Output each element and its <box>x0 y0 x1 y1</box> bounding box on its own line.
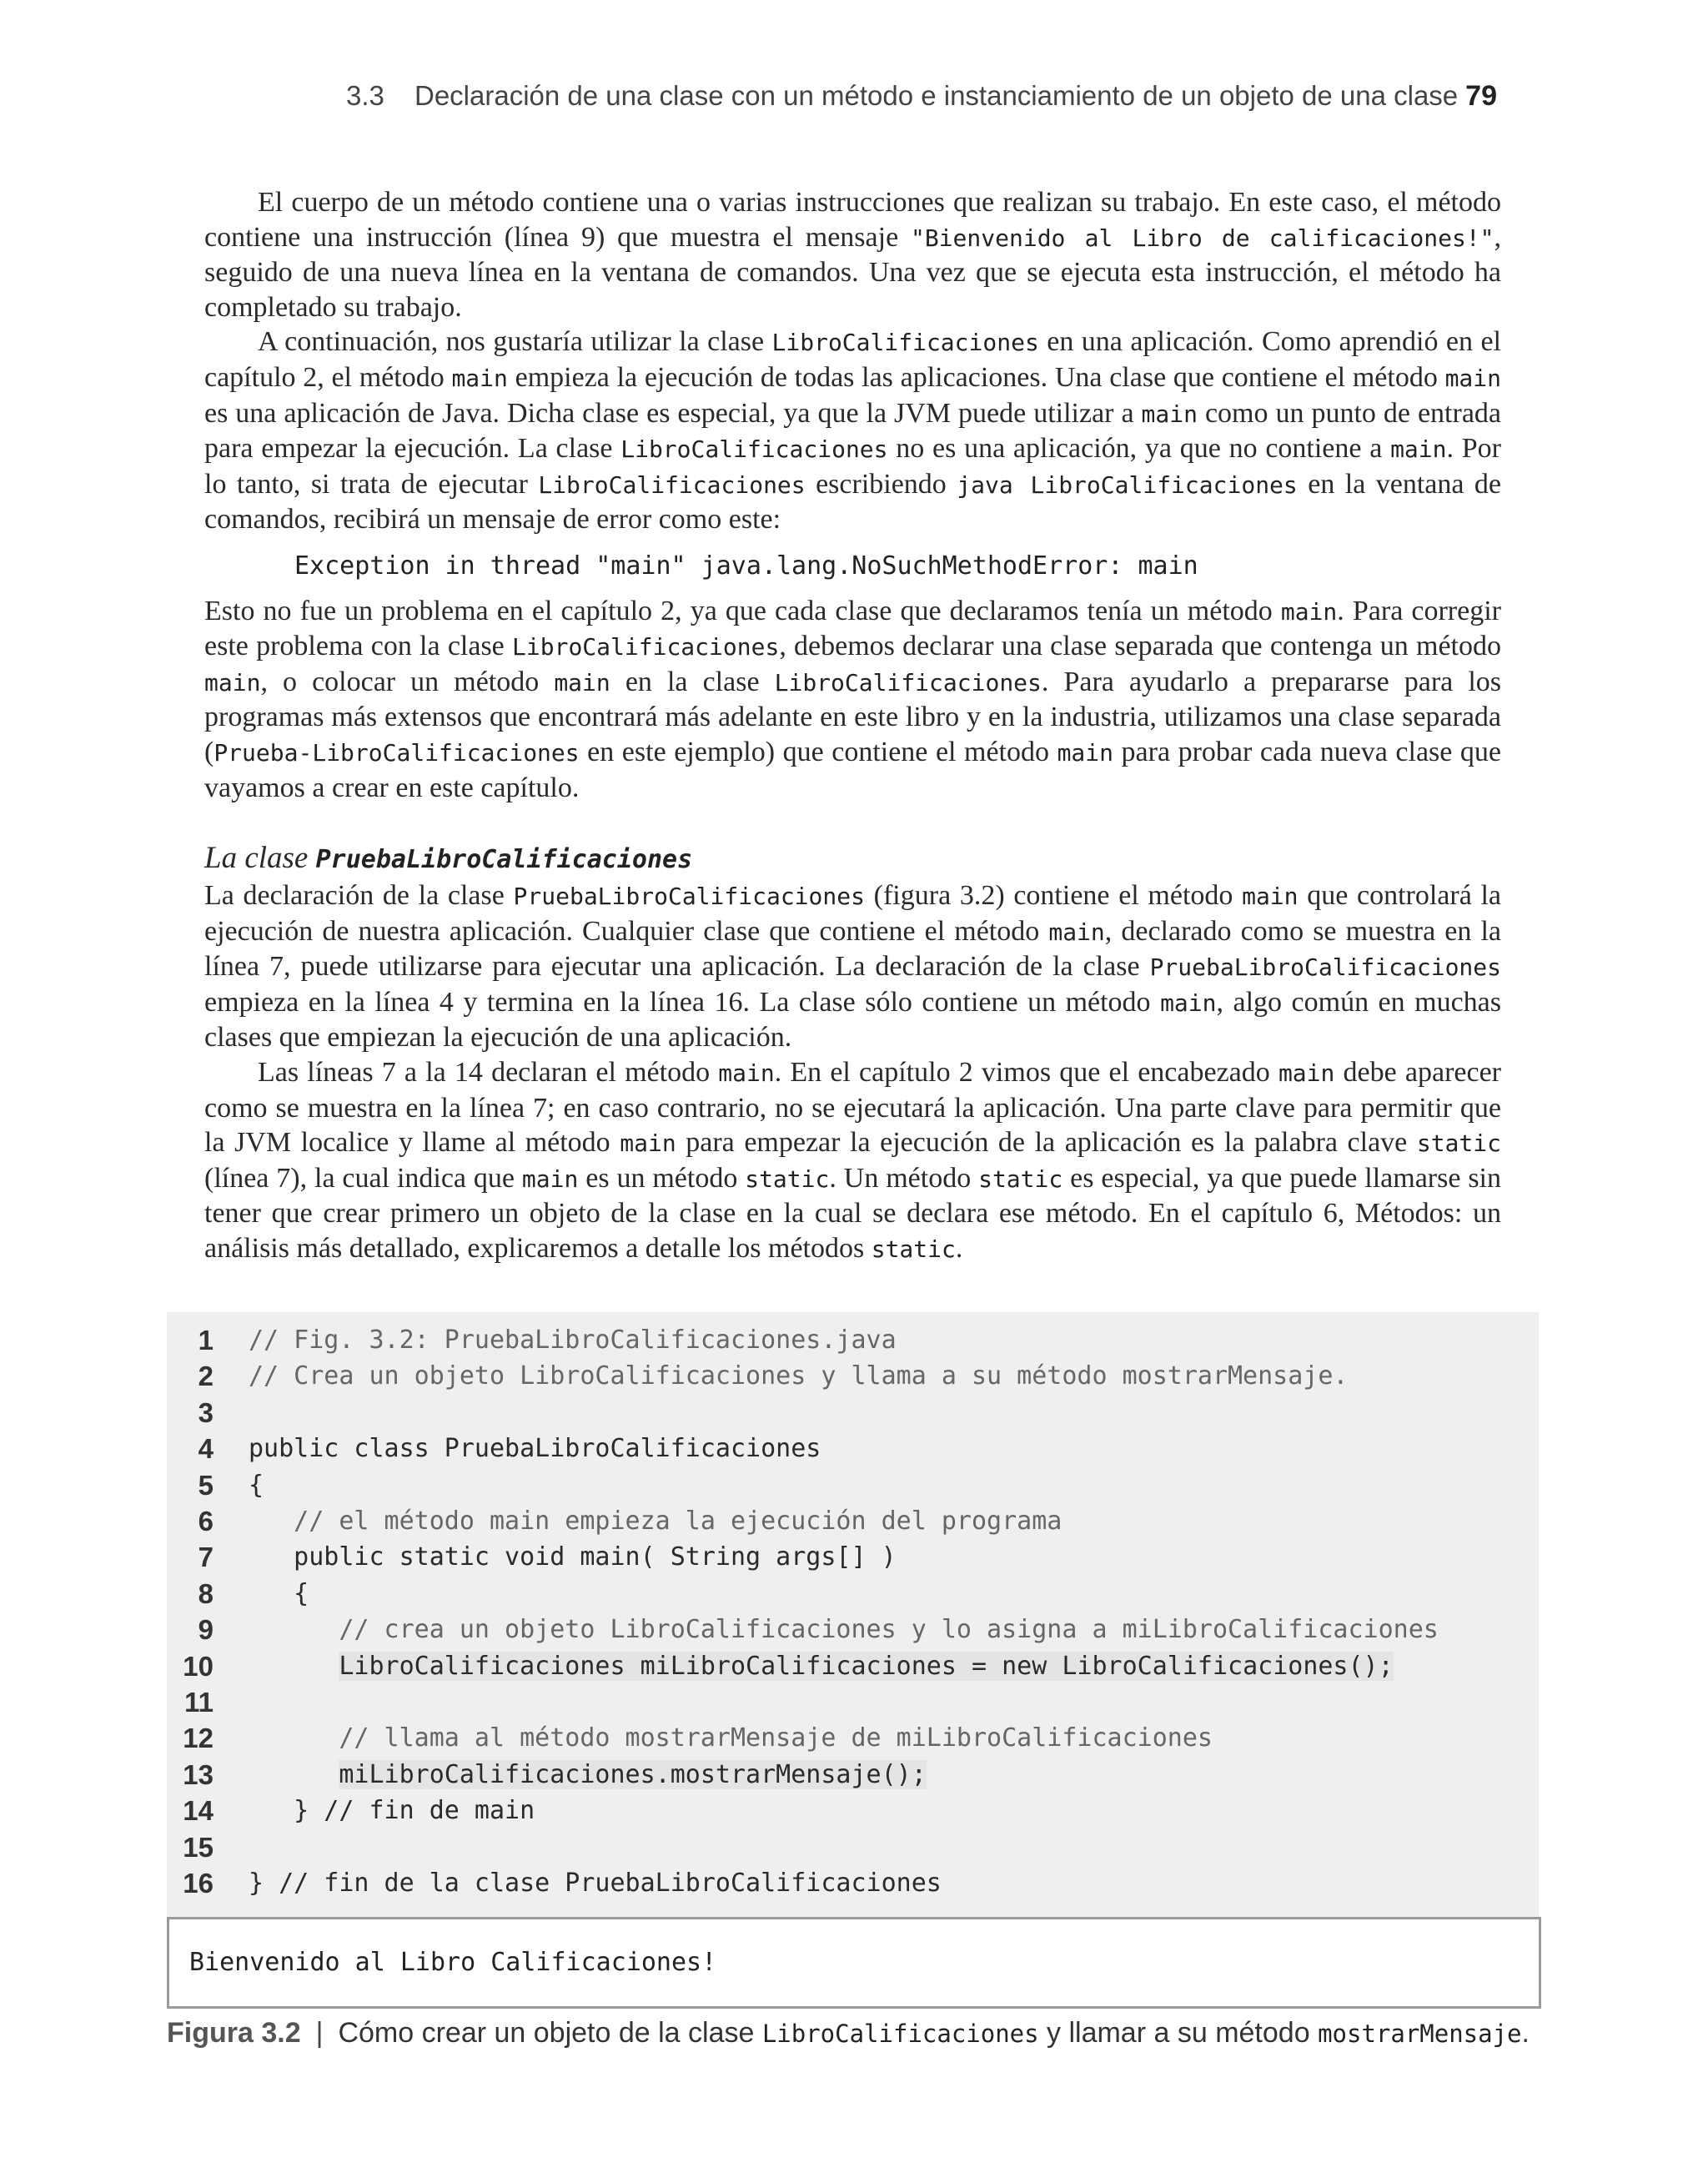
code-line <box>167 1684 1539 1720</box>
code-line <box>167 1431 1539 1466</box>
code-line <box>167 1648 1539 1684</box>
code-line <box>167 1358 1539 1394</box>
caption-separator: | <box>315 2017 324 2049</box>
code-text: { <box>249 1470 264 1500</box>
figure-caption: Figura 3.2 | Cómo crear un objeto de la clase LibroCalificaciones y llamar a su método mostrarMensaje. <box>167 2017 1530 2049</box>
paragraph-2: A continuación, nos gustaría utilizar la clase LibroCalificaciones en una aplicación. Como aprendió en el capítulo 2, el método main empieza la ejecución de todas las aplicaciones. Una clase que contiene el método main es una aplicación de Java. Dicha clase es especial, ya que la JVM puede utilizar a main como un punto de entrada para empezar la ejecución. La clase LibroCalificaciones no es una aplicación, ya que no contiene a main. Por lo tanto, si trata de ejecutar LibroCalificaciones escribiendo java LibroCalificaciones en la ventana de comandos, recibirá un mensaje de error como este: <box>204 326 1501 536</box>
code-text: // llama al método mostrarMensaje de miLibroCalificaciones <box>249 1723 1213 1753</box>
line-number: 16 <box>183 1868 214 1899</box>
subsection-heading: La clase PruebaLibroCalificaciones <box>204 841 693 876</box>
figure-label: Figura 3.2 <box>167 2017 301 2049</box>
line-number: 9 <box>198 1614 214 1646</box>
code-line <box>167 1793 1539 1828</box>
line-number: 8 <box>198 1577 214 1609</box>
code-text <box>249 1757 927 1793</box>
code-line <box>167 1539 1539 1575</box>
code-line <box>167 1503 1539 1539</box>
code-line <box>167 1612 1539 1647</box>
line-number: 3 <box>198 1396 214 1428</box>
line-number: 4 <box>198 1433 214 1465</box>
paragraph-4: La declaración de la clase PruebaLibroCalificaciones (figura 3.2) contiene el método main que controlará la ejecución de nuestra aplicación. Cualquier clase que contiene el método main, declarado como se muestra en la línea 7, puede utilizarse para ejecutar una aplicación. La declaración de la clase PruebaLibroCalificaciones empieza en la línea 4 y termina en la línea 16. La clase sólo contiene un método main, algo común en muchas clases que empiezan la ejecución de una aplicación. <box>204 880 1502 1054</box>
code-line <box>167 1576 1539 1612</box>
code-line <box>167 1322 1539 1358</box>
line-number: 7 <box>198 1542 214 1573</box>
highlighted-statement: miLibroCalificaciones.mostrarMensaje(); <box>339 1759 927 1789</box>
paragraph-3: Esto no fue un problema en el capítulo 2, ya que cada clase que declaramos tenía un método main. Para corregir este problema con la clase LibroCalificaciones, debemos declarar una clase separada que contenga un método main, o colocar un método main en la clase LibroCalificaciones. Para ayudarlo a prepararse para los programas más extensos que encontrará más adelante en este libro y en la industria, utilizamos una clase separada (Prueba-LibroCalificaciones en este ejemplo) que contiene el método main para probar cada nueva clase que vayamos a crear en este capítulo. <box>204 595 1502 803</box>
section-number: 3.3 <box>346 80 384 111</box>
output-text: Bienvenido al Libro Calificaciones! <box>189 1948 717 1977</box>
code-line <box>167 1865 1539 1901</box>
code-line <box>167 1757 1539 1793</box>
code-text: } // fin de main <box>249 1796 535 1826</box>
exception-message: Exception in thread "main" java.lang.NoSuchMethodError: main <box>294 551 1198 581</box>
body-text <box>204 185 1501 1267</box>
line-number: 15 <box>183 1831 214 1863</box>
highlighted-statement: LibroCalificaciones miLibroCalificaciones = new LibroCalificaciones(); <box>339 1651 1394 1681</box>
code-line <box>167 1829 1539 1865</box>
line-number: 11 <box>184 1687 214 1718</box>
code-text: { <box>249 1578 309 1608</box>
code-text: // Crea un objeto LibroCalificaciones y llama a su método mostrarMensaje. <box>249 1361 1349 1391</box>
line-number: 2 <box>198 1361 214 1392</box>
code-text: // el método main empieza la ejecución del programa <box>249 1506 1062 1536</box>
code-text: public class PruebaLibroCalificaciones <box>249 1434 821 1464</box>
code-text: // crea un objeto LibroCalificaciones y lo asigna a miLibroCalificaciones <box>249 1615 1439 1645</box>
code-text: // Fig. 3.2: PruebaLibroCalificaciones.java <box>249 1325 897 1355</box>
code-text: public static void main( String args[] ) <box>249 1542 897 1572</box>
line-number: 5 <box>198 1469 214 1501</box>
program-output <box>167 1917 1541 2009</box>
code-line <box>167 1467 1539 1503</box>
code-text <box>249 1648 1394 1684</box>
code-listing <box>167 1312 1539 1917</box>
code-line <box>167 1395 1539 1431</box>
line-number: 12 <box>183 1723 214 1754</box>
page-number: 79 <box>1465 80 1497 112</box>
line-number: 13 <box>183 1758 214 1790</box>
running-head <box>346 80 1505 122</box>
code-text: } // fin de la clase PruebaLibroCalificaciones <box>249 1869 942 1898</box>
code-line <box>167 1720 1539 1756</box>
line-number: 14 <box>183 1795 214 1827</box>
section-title: Declaración de una clase con un método e instanciamiento de un objeto de una clase <box>414 80 1459 111</box>
line-number: 10 <box>183 1650 214 1682</box>
paragraph-1: El cuerpo de un método contiene una o varias instrucciones que realizan su trabajo. En este caso, el método contiene una instrucción (línea 9) que muestra el mensaje "Bienvenido al Libro de calificaciones!", seguido de una nueva línea en la ventana de comandos. Una vez que se ejecuta esta instrucción, el método ha completado su trabajo. <box>204 187 1502 323</box>
paragraph-5: Las líneas 7 a la 14 declaran el método main. En el capítulo 2 vimos que el encabezado main debe aparecer como se muestra en la línea 7; en caso contrario, no se ejecutará la aplicación. Una parte clave para permitir que la JVM localice y llame al método main para empezar la ejecución de la aplicación es la palabra clave static (línea 7), la cual indica que main es un método static. Un método static es especial, ya que puede llamarse sin tener que crear primero un objeto de la clase en la cual se declara ese método. En el capítulo 6, Métodos: un análisis más detallado, explicaremos a detalle los métodos static. <box>204 1057 1502 1265</box>
line-number: 1 <box>198 1325 214 1356</box>
line-number: 6 <box>198 1506 214 1537</box>
